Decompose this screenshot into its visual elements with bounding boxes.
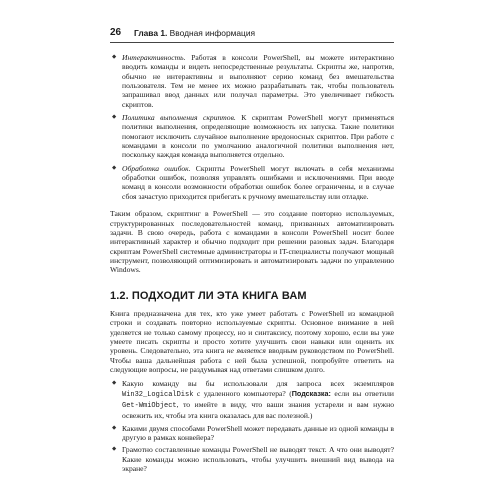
inline-code: Get-WmiObject bbox=[122, 402, 177, 410]
hint-label: Подсказка: bbox=[291, 388, 331, 398]
intro-text-before: Книга предназначена для тех, кто уже умеет работать с PowerShell из командной строки и создавать повторно используемые скрипты. Основное внимание в ней уделяется не только самому процессу, но и синтаксису, поэтому хорошо, если вы уже умеете писать скрипты и просто хотите улучшить свои навыки или оценить их уровень. Следовательно, эта книга bbox=[110, 308, 394, 356]
chapter-label: Глава 1. bbox=[134, 28, 168, 38]
bullet-term: Политика выполнения скриптов. bbox=[122, 113, 236, 123]
list-item bbox=[110, 424, 394, 443]
list-item bbox=[110, 445, 394, 473]
chapter-heading bbox=[134, 29, 255, 38]
question-text: если вы ответили bbox=[330, 388, 394, 398]
section-title: 1.2. ПОДХОДИТ ЛИ ЭТА КНИГА ВАМ bbox=[110, 289, 307, 302]
book-page bbox=[110, 28, 394, 476]
intro-paragraph bbox=[110, 309, 394, 374]
bullet-text: К скриптам PowerShell могут применяться политики выполнения, определяющие возможность их запуска. Такие политики помогают исключить случайное выполнение вредоносных скриптов. При работе с командами в консоли по умолчанию аналогичной политики выполнения нет, поскольку каждая команда выполняется отдельно. bbox=[122, 113, 394, 160]
bullet-text: Работая в консоли PowerShell, вы можете интерактивно вводить команды и видеть непосредственные результаты. Скрипты же, напротив, обычно не интерактивны и выполняют серию команд без вмешательства пользователя. Тем не менее их можно разрабатывать так, чтобы пользователь запрашивал ввод данных или получал параметры. Это увеличивает гибкость скриптов. bbox=[122, 53, 394, 109]
page-header bbox=[110, 28, 394, 43]
list-item bbox=[110, 53, 394, 109]
intro-emphasis: не является bbox=[226, 346, 266, 356]
question-text: Какими двумя способами PowerShell может передавать данные из одной команды в другую в рамках конвейера? bbox=[122, 423, 394, 443]
intro-text-after: вводным руководством по PowerShell. Чтобы ваша дальнейшая работа с ней была успешной, попробуйте ответить на следующие вопросы, не раздумывая над ответами слишком долго. bbox=[110, 346, 395, 374]
question-list bbox=[110, 379, 394, 473]
list-item bbox=[110, 164, 394, 201]
question-text: Грамотно составленные команды PowerShell не выводят текст. А что они выводят? Какие команды можно использовать, чтобы улучшить внешний вид вывода на экране? bbox=[122, 445, 394, 474]
question-text: с удаленного компьютера? ( bbox=[193, 388, 292, 398]
page-number: 26 bbox=[110, 27, 122, 38]
summary-paragraph: Таким образом, скриптинг в PowerShell — это создание повторно используемых, структурированных последовательностей команд, призванных автоматизировать задачи. В свою очередь, работа с командами в консоли PowerShell носит более интерактивный характер и обычно подходит при решении разовых задач. Благодаря скриптам PowerShell системные администраторы и IT-специалисты получают мощный инструмент, позволяющий оптимизировать и автоматизировать задачи по управлению Windows. bbox=[110, 209, 394, 275]
list-item bbox=[110, 113, 394, 160]
list-item bbox=[110, 379, 394, 420]
bullet-term: Обработка ошибок. bbox=[122, 163, 191, 173]
inline-code: Win32_LogicalDisk bbox=[122, 390, 194, 399]
chapter-title: Вводная информация bbox=[169, 28, 256, 38]
bullet-term: Интерактивность. bbox=[122, 53, 186, 62]
bullet-text: Скрипты PowerShell могут включать в себя механизмы обработки ошибок, позволяя управлять ошибками и исключениями. При вводе команд в консоли возможности обработки ошибок более ограничены, и в случае сбоя зачастую приходится прибегать к ручному вмешательству или отладке. bbox=[122, 163, 394, 201]
question-text: , то имейте в виду, что ваши знания устарели и вам нужно освежить их, чтобы эта книга оказалась для вас полезной.) bbox=[122, 400, 394, 421]
question-text: Какую команду вы бы использовали для запроса всех экземпляров bbox=[122, 379, 394, 389]
feature-list bbox=[110, 53, 394, 201]
